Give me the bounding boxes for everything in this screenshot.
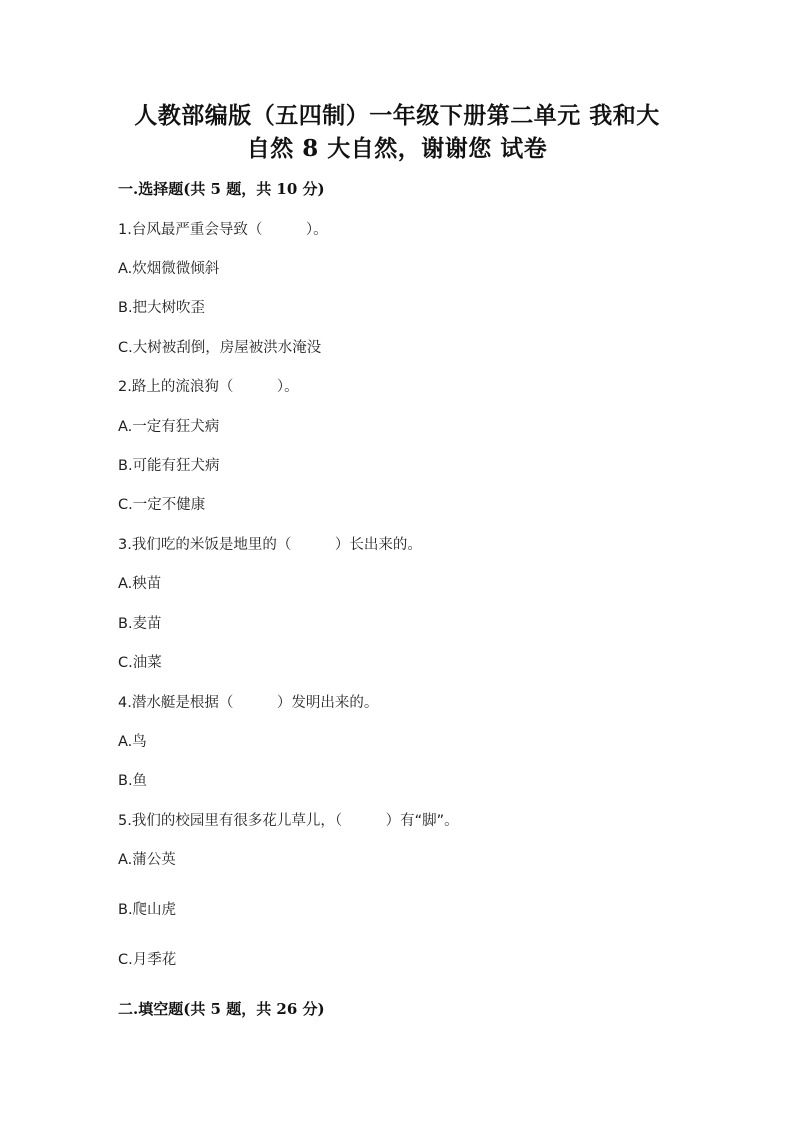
question-2-stem: 2.路上的流浪狗（ ）。 [118,379,299,395]
question-3-option-a: A.秧苗 [118,576,162,592]
question-1-option-c: C.大树被刮倒，房屋被洪水淹没 [118,340,322,356]
question-4-option-a: A.鸟 [118,734,147,750]
question-2-option-c: C.一定不健康 [118,497,206,513]
question-2-option-b: B.可能有狂犬病 [118,458,220,474]
question-3-option-c: C.油菜 [118,655,162,671]
question-5-stem: 5.我们的校园里有很多花儿草儿，（ ）有“脚”。 [118,813,459,829]
exam-title-line-1: 人教部编版（五四制）一年级下册第二单元 我和大 [134,102,660,129]
question-1-stem: 1.台风最严重会导致（ ）。 [118,222,328,238]
question-5-option-a: A.蒲公英 [118,852,176,868]
section-heading-fill-in-blank: 二.填空题(共 5 题，共 26 分) [118,1000,325,1018]
question-2-option-a: A.一定有狂犬病 [118,419,220,435]
question-4-option-b: B.鱼 [118,773,148,789]
question-3-stem: 3.我们吃的米饭是地里的（ ）长出来的。 [118,537,422,553]
question-1-option-b: B.把大树吹歪 [118,300,206,316]
exam-title-line-2: 自然 8 大自然，谢谢您 试卷 [246,135,548,162]
question-3-option-b: B.麦苗 [118,616,162,632]
question-4-stem: 4.潜水艇是根据（ ）发明出来的。 [118,695,379,711]
section-heading-multiple-choice: 一.选择题(共 5 题，共 10 分) [118,180,325,198]
question-1-option-a: A.炊烟微微倾斜 [118,261,220,277]
question-5-option-c: C.月季花 [118,952,177,968]
question-5-option-b: B.爬山虎 [118,902,177,918]
